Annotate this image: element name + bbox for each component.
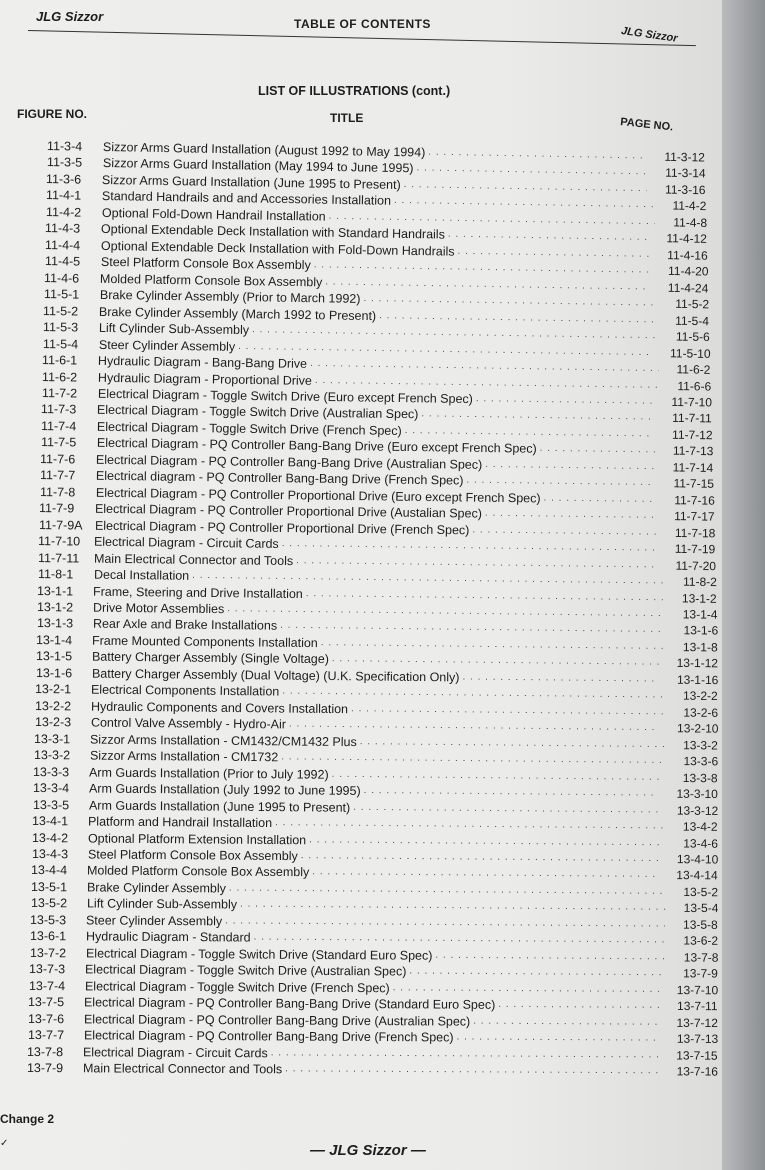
- figure-number: 13-7-4: [28, 978, 65, 993]
- figure-number: 11-5-4: [42, 336, 79, 351]
- figure-title: Arm Guards Installation (June 1995 to Present): [88, 797, 351, 814]
- figure-number: 11-4-6: [44, 270, 80, 285]
- figure-number: 13-5-1: [30, 879, 68, 894]
- page-number: 11-7-17: [674, 508, 715, 524]
- figure-title: Electrical Diagram - PQ Controller Proportional Drive (French Spec): [94, 517, 470, 537]
- figure-title: Electrical Diagram - Toggle Switch Drive (French Spec): [96, 419, 402, 438]
- figure-title: Steer Cylinder Assembly: [98, 336, 235, 353]
- figure-number: 13-2-3: [34, 714, 71, 730]
- page-number: 13-7-11: [677, 998, 719, 1013]
- figure-title: Electrical Diagram - Toggle Switch Drive (Australian Spec): [85, 962, 407, 979]
- figure-title: Rear Axle and Brake Installations: [92, 616, 277, 633]
- page-number: 13-4-10: [676, 851, 719, 866]
- figure-number: 13-1-3: [36, 615, 73, 631]
- figure-number: 11-3-5: [46, 154, 82, 170]
- page-number: 13-6-2: [683, 933, 719, 948]
- page-number: 13-1-4: [682, 606, 718, 622]
- dot-leader: [499, 999, 660, 1011]
- figure-number: 13-1-6: [35, 665, 72, 680]
- figure-number: 13-3-1: [34, 731, 71, 746]
- figure-number: 13-7-8: [27, 1044, 64, 1059]
- figure-title: Molded Platform Console Box Assembly: [100, 271, 323, 289]
- figure-number: 11-7-2: [41, 385, 77, 400]
- figure-title: Electrical Diagram - PQ Controller Bang-Bang Drive (Euro except French Spec): [96, 435, 537, 456]
- figure-number: 11-5-2: [43, 303, 79, 318]
- dot-leader: [422, 409, 655, 423]
- page-number: 11-5-2: [675, 296, 710, 312]
- list-item: [27, 1059, 718, 1080]
- figure-title: Steer Cylinder Assembly: [86, 912, 223, 928]
- dot-leader: [280, 620, 666, 635]
- figure-number: 13-1-5: [35, 648, 73, 664]
- page-number: 13-2-2: [683, 688, 719, 703]
- figure-title: Drive Motor Assemblies: [92, 600, 225, 616]
- figure-number: 11-3-6: [46, 171, 82, 187]
- dot-leader: [282, 686, 665, 701]
- page-number: 13-5-4: [683, 900, 719, 916]
- page-number: 11-5-6: [675, 329, 710, 344]
- page-number: 11-6-6: [677, 378, 712, 393]
- dot-leader: [225, 915, 665, 929]
- figure-number: 13-3-3: [33, 764, 70, 779]
- page-number: 13-1-8: [683, 639, 719, 654]
- figure-title: Electrical Diagram - PQ Controller Bang-Bang Drive (Standard Euro Spec): [84, 994, 496, 1012]
- figure-number: 13-4-3: [31, 846, 68, 861]
- page-number: 13-1-16: [676, 672, 719, 687]
- figure-title: Electrical Diagram - PQ Controller Bang-Bang Drive (Australian Spec): [84, 1011, 471, 1028]
- page-number: 11-4-2: [672, 198, 707, 213]
- figure-title: Molded Platform Console Box Assembly: [87, 863, 310, 880]
- figure-title: Sizzor Arms Guard Installation (August 1992 to May 1994): [102, 139, 426, 160]
- dot-leader: [410, 966, 666, 979]
- figure-title: Electrical diagram - PQ Controller Bang-Bang Drive (French Spec): [95, 468, 464, 488]
- figure-title: Electrical Diagram - Toggle Switch Drive (French Spec): [84, 978, 390, 995]
- figure-title: Electrical Diagram - Circuit Cards: [83, 1044, 269, 1060]
- figure-title: Electrical Diagram - Toggle Switch Drive (Standard Euro Spec): [85, 945, 432, 962]
- page-number: 11-5-10: [669, 345, 711, 360]
- page-number: 11-7-16: [673, 492, 715, 507]
- column-header-page: PAGE NO.: [619, 116, 674, 134]
- figure-title: Battery Charger Assembly (Single Voltage): [91, 649, 329, 667]
- figure-number: 11-7-4: [40, 418, 77, 433]
- figure-number: 11-7-11: [37, 550, 80, 565]
- figure-number: 13-7-7: [27, 1027, 64, 1042]
- page-number: 13-7-10: [676, 982, 719, 997]
- dot-leader: [275, 817, 665, 831]
- figure-title: Sizzor Arms Guard Installation (June 1995 to Present): [102, 172, 402, 192]
- dot-leader: [472, 524, 657, 537]
- figure-title: Frame, Steering and Drive Installation: [93, 583, 304, 601]
- page-number: 13-4-14: [676, 867, 719, 883]
- figure-title: Control Valve Assembly - Hydro-Air: [90, 715, 286, 732]
- figure-title: Lift Cylinder Sub-Assembly: [98, 320, 250, 337]
- dot-leader: [539, 443, 654, 456]
- figure-number: 11-7-10: [38, 533, 81, 549]
- dot-leader: [475, 393, 653, 407]
- page-number: 11-7-10: [671, 394, 712, 409]
- dot-leader: [473, 1015, 658, 1027]
- figure-number: 11-6-2: [41, 369, 78, 384]
- figure-title: Sizzor Arms Installation - CM1432/CM1432 Plus: [90, 731, 357, 749]
- page-number: 11-7-12: [671, 427, 713, 442]
- figure-number: 13-1-4: [36, 632, 73, 647]
- figure-number: 11-8-1: [37, 566, 74, 581]
- figure-number: 13-3-2: [33, 747, 70, 763]
- page-number: 11-6-2: [676, 361, 711, 377]
- figure-title: Arm Guards Installation (Prior to July 1992): [89, 764, 330, 781]
- dot-leader: [271, 1047, 659, 1060]
- figure-title: Electrical Diagram - Toggle Switch Drive (Australian Spec): [97, 402, 419, 422]
- figure-title: Electrical Diagram - Toggle Switch Drive (Euro except French Spec): [97, 386, 473, 406]
- page-number: 13-4-2: [683, 819, 719, 834]
- page-number: 11-5-4: [675, 312, 710, 328]
- dot-leader: [485, 459, 655, 472]
- figure-number: 11-4-2: [45, 204, 81, 219]
- figure-number: 13-6-1: [29, 928, 67, 944]
- page-number: 11-7-20: [675, 557, 717, 573]
- figure-title: Lift Cylinder Sub-Assembly: [86, 896, 237, 912]
- figure-number: 11-4-5: [44, 253, 80, 269]
- page-number: 13-3-6: [683, 753, 719, 769]
- column-header-title: TITLE: [330, 111, 364, 125]
- figure-title: Frame Mounted Components Installation: [92, 633, 319, 650]
- figure-number: 13-3-5: [32, 797, 69, 812]
- figure-number: 11-7-5: [40, 434, 76, 450]
- figure-title: Electrical Components Installation: [91, 682, 280, 699]
- page-number: 13-1-12: [676, 655, 719, 671]
- dot-leader: [462, 671, 659, 684]
- figure-number: 11-4-4: [44, 237, 81, 252]
- page-number: 13-5-8: [683, 916, 719, 932]
- page-number: 13-7-12: [676, 1014, 719, 1030]
- figure-title: Hydraulic Diagram - Standard: [85, 929, 251, 945]
- figure-title: Brake Cylinder Assembly: [86, 879, 226, 895]
- figure-number: 13-1-2: [36, 599, 74, 614]
- figure-title: Main Electrical Connector and Tools: [93, 550, 294, 568]
- page-number: 11-7-18: [674, 525, 716, 540]
- figure-title: Electrical Diagram - Circuit Cards: [94, 534, 280, 551]
- dot-leader: [392, 982, 658, 995]
- page-number: 11-8-2: [682, 574, 717, 589]
- dot-leader: [306, 588, 664, 603]
- figure-number: 13-4-2: [31, 830, 69, 845]
- figure-title: Optional Platform Extension Installation: [87, 830, 307, 847]
- figure-title: Main Electrical Connector and Tools: [82, 1060, 283, 1076]
- dot-leader: [253, 932, 665, 946]
- figure-number: 11-5-1: [43, 286, 80, 302]
- figure-number: 13-4-1: [32, 813, 69, 828]
- figure-number: 11-4-1: [45, 187, 82, 203]
- page-number: 13-5-2: [683, 884, 719, 899]
- dot-leader: [313, 867, 659, 881]
- figure-number: 13-2-2: [34, 698, 72, 713]
- page-number: 11-7-14: [672, 459, 714, 475]
- page-number: 13-2-10: [676, 721, 719, 736]
- dot-leader: [456, 1032, 658, 1044]
- figure-title: Optional Extendable Deck Installation with Fold-Down Handrails: [100, 238, 455, 258]
- figure-title: Electrical Diagram - PQ Controller Proportional Drive (Euro except French Spec): [95, 484, 541, 505]
- footer-brand: — JLG Sizzor —: [310, 1142, 426, 1159]
- dot-leader: [416, 163, 647, 178]
- figure-title: Electrical Diagram - PQ Controller Bang-Bang Drive (French Spec): [83, 1027, 454, 1045]
- page-number: 13-3-2: [683, 737, 719, 752]
- figure-number: 11-7-9A: [38, 517, 83, 532]
- figure-title: Steel Platform Console Box Assembly: [100, 254, 311, 272]
- figure-number: 11-7-6: [40, 451, 76, 466]
- dot-leader: [332, 654, 659, 668]
- figure-number: 13-2-1: [35, 681, 72, 697]
- figure-title: Standard Handrails and and Accessories Installation: [101, 188, 392, 208]
- figure-number: 13-3-4: [33, 780, 70, 795]
- figure-number: 11-4-3: [45, 220, 81, 236]
- page-number: 13-4-6: [683, 835, 719, 850]
- figure-title: Optional Fold-Down Handrail Installation: [101, 205, 326, 223]
- figure-number: 13-5-3: [30, 912, 67, 927]
- dot-leader: [448, 229, 649, 243]
- dot-leader: [466, 475, 655, 488]
- dot-leader: [543, 492, 656, 504]
- figure-title: Electrical Diagram - PQ Controller Bang-Bang Drive (Australian Spec): [96, 452, 483, 472]
- page-number: 13-3-12: [676, 802, 719, 818]
- figure-number: 11-3-4: [46, 138, 83, 154]
- dot-leader: [281, 752, 665, 767]
- page-number: 11-4-16: [666, 247, 708, 263]
- page-number: 13-3-8: [683, 770, 719, 785]
- figure-number: 11-7-9: [39, 500, 75, 516]
- dot-leader: [405, 425, 655, 439]
- figure-title: Sizzor Arms Installation - CM1732: [89, 748, 279, 764]
- dot-leader: [364, 785, 659, 799]
- figure-number: 11-6-1: [42, 352, 78, 368]
- column-header-figure: FIGURE NO.: [17, 107, 88, 121]
- header-title: TABLE OF CONTENTS: [294, 17, 431, 31]
- dot-leader: [332, 768, 665, 782]
- figure-title: Hydraulic Diagram - Bang-Bang Drive: [98, 353, 308, 371]
- dot-leader: [457, 245, 649, 259]
- dot-leader: [288, 719, 658, 734]
- page-number: 13-7-8: [683, 949, 719, 964]
- dot-leader: [360, 736, 665, 750]
- page-number: 13-7-16: [676, 1063, 719, 1079]
- page-number: 11-4-8: [672, 214, 707, 230]
- page-number: 11-7-13: [672, 443, 714, 458]
- page-number: 11-7-11: [672, 410, 713, 426]
- figure-number: 13-7-2: [29, 945, 66, 960]
- page-number: 13-2-6: [683, 704, 719, 720]
- figure-title: Hydraulic Components and Covers Installation: [90, 698, 348, 716]
- figure-number: 13-4-4: [31, 862, 68, 878]
- page-number: 11-7-19: [675, 541, 716, 556]
- dot-leader: [300, 850, 658, 864]
- page-number: 11-4-24: [667, 280, 709, 295]
- dot-leader: [363, 293, 657, 309]
- dot-leader: [285, 1063, 658, 1076]
- figure-title: Brake Cylinder Assembly (March 1992 to Present): [99, 304, 377, 323]
- figure-title: Hydraulic Diagram - Proportional Drive: [97, 369, 313, 387]
- figure-number: 13-7-6: [28, 1011, 65, 1026]
- page-number: 13-7-9: [683, 966, 719, 981]
- figure-title: Arm Guards Installation (July 1992 to June 1995): [88, 781, 361, 798]
- figure-number: 11-5-3: [42, 319, 79, 335]
- header-brand-right: JLG Sizzor: [620, 25, 679, 45]
- figure-number: 13-1-1: [37, 583, 74, 598]
- dot-leader: [282, 538, 657, 554]
- figure-number: 13-7-9: [26, 1060, 64, 1075]
- figure-number: 13-5-2: [30, 895, 67, 911]
- header-brand-left: JLG Sizzor: [36, 9, 104, 24]
- figure-number: 13-7-3: [29, 961, 66, 976]
- dot-leader: [229, 882, 665, 896]
- page-number: 11-3-14: [664, 165, 706, 181]
- page-number: 11-4-12: [666, 231, 708, 246]
- page-edge-shadow: [722, 0, 765, 1170]
- page-number: 13-1-6: [683, 623, 718, 638]
- figure-title: Platform and Handrail Installation: [88, 814, 273, 830]
- dot-leader: [435, 950, 665, 963]
- figure-title: Decal Installation: [93, 567, 189, 583]
- figure-title: Electrical Diagram - PQ Controller Proportional Drive (Austalian Spec): [95, 501, 483, 521]
- figure-title: Sizzor Arms Guard Installation (May 1994 to June 1995): [102, 155, 414, 176]
- footer-change-note: Change 2: [0, 1112, 55, 1126]
- figure-number: 11-7-7: [39, 467, 76, 483]
- page-number: 11-3-12: [664, 149, 706, 164]
- figure-number: 13-7-5: [28, 994, 65, 1009]
- figure-title: Steel Platform Console Box Assembly: [87, 846, 298, 863]
- page-number: 11-3-16: [665, 181, 706, 197]
- page-number: 11-7-15: [673, 476, 714, 491]
- dot-leader: [309, 834, 665, 848]
- page-number: 13-3-10: [676, 786, 719, 801]
- dot-leader: [240, 899, 666, 913]
- page-number: 13-1-2: [682, 590, 718, 605]
- page-number: 11-4-20: [667, 263, 709, 279]
- figure-title: Optional Extendable Deck Installation with Standard Handrails: [101, 221, 446, 242]
- footer-tick-mark: ✓: [0, 1138, 9, 1149]
- dot-leader: [394, 195, 655, 210]
- dot-leader: [485, 508, 656, 521]
- dot-leader: [353, 801, 659, 815]
- figure-title: Battery Charger Assembly (Dual Voltage) (U.K. Specification Only): [91, 665, 460, 684]
- dot-leader: [351, 703, 665, 717]
- list-title: LIST OF ILLUSTRATIONS (cont.): [258, 84, 451, 98]
- page-number: 13-7-13: [676, 1031, 719, 1046]
- figure-number: 11-7-3: [41, 401, 77, 417]
- figure-title: Brake Cylinder Assembly (Prior to March 1992): [99, 287, 361, 306]
- figure-number: 11-7-8: [39, 484, 75, 499]
- page-number: 13-7-15: [676, 1047, 719, 1062]
